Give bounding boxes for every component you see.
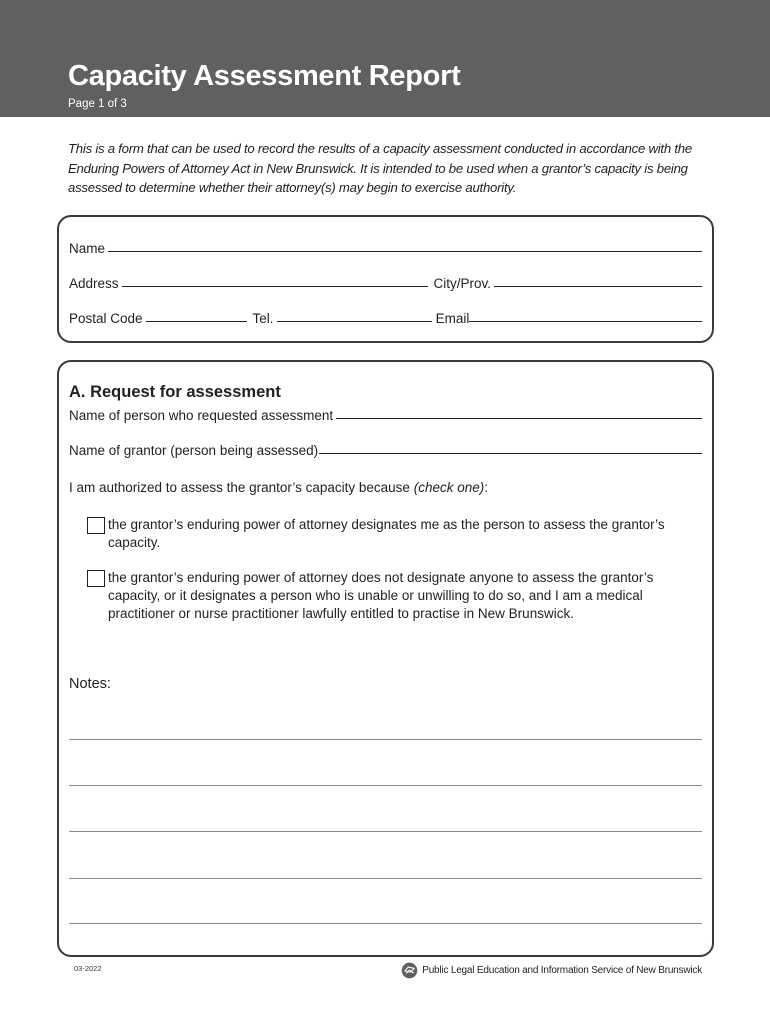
postal-row (69, 311, 702, 326)
postal-code-field[interactable] (146, 321, 247, 322)
option-practitioner (87, 569, 687, 623)
section-a-box (57, 360, 714, 957)
address-field[interactable] (122, 286, 428, 287)
organization-logo-icon (401, 962, 418, 979)
requester-field[interactable] (336, 418, 702, 419)
grantor-label: Name of grantor (person being assessed) (69, 443, 319, 458)
intro-paragraph: This is a form that can be used to record the results of a capacity assessment conducted in accordance with the Enduring Powers of Attorney Act in New Brunswick. It is intended to be used when a grantor’s capacity is being assessed to determine whether their attorney(s) may begin to exercise authority. (68, 141, 692, 195)
check-one-hint: (check one) (413, 480, 485, 495)
checkbox-designated[interactable] (87, 517, 105, 534)
page-title: Capacity Assessment Report (68, 60, 461, 92)
notes-line[interactable] (69, 785, 702, 786)
email-label: Email (435, 311, 470, 326)
notes-label: Notes: (69, 676, 111, 692)
section-a-title: A. Request for assessment (69, 383, 281, 401)
postal-code-label: Postal Code (69, 311, 143, 326)
header-banner (0, 0, 770, 117)
authorization-statement (69, 480, 488, 495)
email-field[interactable] (469, 321, 702, 322)
authorization-text: I am authorized to assess the grantor’s capacity because (69, 480, 414, 495)
option-practitioner-text: the grantor’s enduring power of attorney does not designate anyone to assess the grantor’s capacity, or it designates a person who is unable or unwilling to do so, and I am a medical practitioner or nurse practitioner lawfully entitled to practise in New Brunswick. (108, 570, 654, 621)
notes-line[interactable] (69, 831, 702, 832)
grantor-field[interactable] (319, 453, 702, 454)
requester-label: Name of person who requested assessment (69, 408, 334, 423)
address-row (69, 276, 702, 291)
requester-row (69, 408, 702, 423)
notes-line[interactable] (69, 923, 702, 924)
tel-field[interactable] (277, 321, 432, 322)
name-row (69, 241, 702, 256)
city-field[interactable] (494, 286, 702, 287)
tel-label: Tel. (252, 311, 274, 326)
option-designated-text: the grantor’s enduring power of attorney designates me as the person to assess the grantor’s capacity. (108, 517, 665, 550)
contact-info-box (57, 215, 714, 343)
option-designated (87, 516, 687, 552)
notes-line[interactable] (69, 739, 702, 740)
city-label: City/Prov. (433, 276, 492, 291)
notes-line[interactable] (69, 878, 702, 879)
address-label: Address (69, 276, 119, 291)
grantor-row (69, 443, 702, 458)
name-field[interactable] (108, 251, 702, 252)
page-number: Page 1 of 3 (68, 98, 127, 110)
checkbox-practitioner[interactable] (87, 570, 105, 587)
organization-name: Public Legal Education and Information Service of New Brunswick (422, 965, 702, 976)
footer-organization (401, 962, 702, 979)
name-label: Name (69, 241, 106, 256)
form-version-code: 03-2022 (74, 964, 102, 973)
authorization-colon: : (484, 480, 489, 495)
